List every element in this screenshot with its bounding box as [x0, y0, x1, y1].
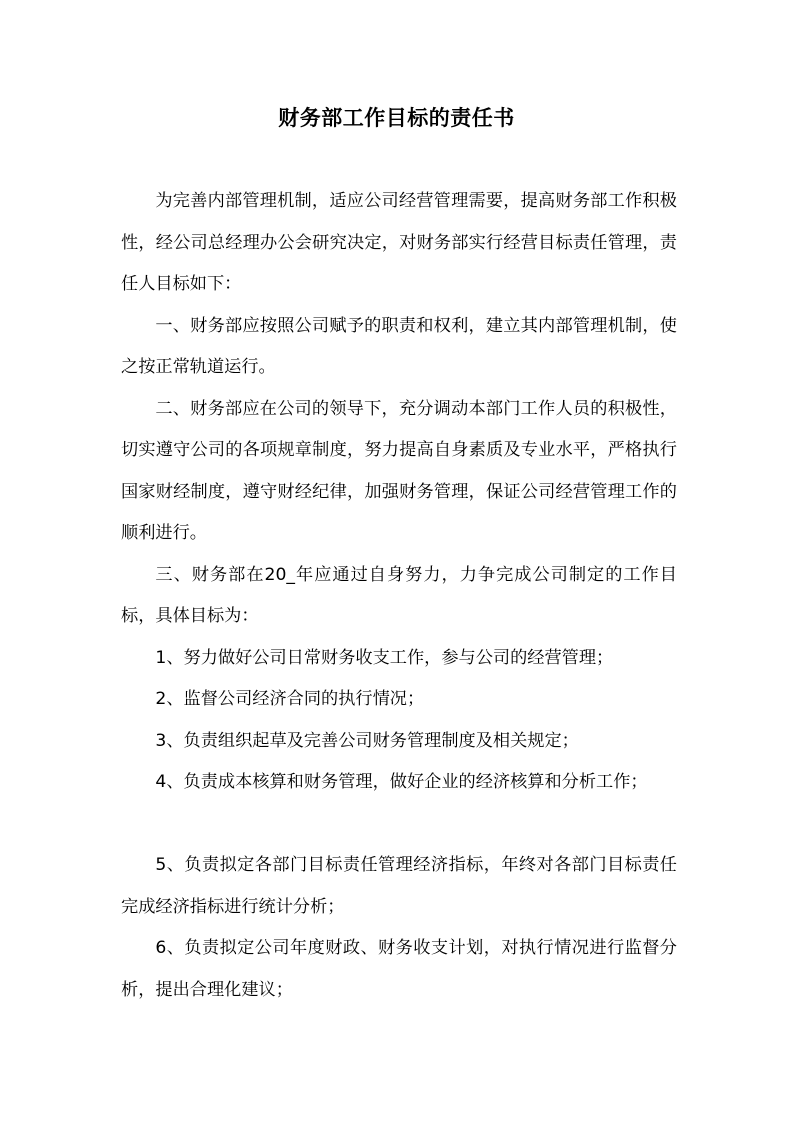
goal-item-6: 6、负责拟定公司年度财政、财务收支计划，对执行情况进行监督分析，提出合理化建议；	[121, 938, 677, 1000]
section-two-paragraph: 二、财务部应在公司的领导下，充分调动本部门工作人员的积极性，切实遵守公司的各项规章制度，努力提高自身素质及专业水平，严格执行国家财经制度，遵守财经纪律，加强财务管理，保证公司经营管理工作的顺利进行。	[121, 398, 677, 543]
blank-line	[121, 804, 677, 846]
document-title: 财务部工作目标的责任书	[278, 106, 515, 130]
goal-item-3: 3、负责组织起草及完善公司财务管理制度及相关规定；	[155, 730, 579, 751]
section-one-paragraph: 一、财务部应按照公司赋予的职责和权利，建立其内部管理机制，使之按正常轨道运行。	[121, 315, 677, 377]
goal-item-4: 4、负责成本核算和财务管理，做好企业的经济核算和分析工作；	[155, 772, 648, 792]
goal-item-5: 5、负责拟定各部门目标责任管理经济指标，年终对各部门目标责任完成经济指标进行统计分析；	[121, 855, 677, 917]
goal-item-1: 1、努力做好公司日常财务收支工作，参与公司的经营管理；	[155, 647, 614, 668]
intro-paragraph: 为完善内部管理机制，适应公司经营管理需要，提高财务部工作积极性，经公司总经理办公会研究决定，对财务部实行经营目标责任管理，责任人目标如下：	[121, 191, 677, 294]
goal-item-2: 2、监督公司经济合同的执行情况；	[155, 689, 425, 709]
section-three-paragraph: 三、财务部在20_年应通过自身努力，力争完成公司制定的工作目标，具体目标为：	[121, 564, 677, 626]
document-body	[121, 181, 677, 1011]
